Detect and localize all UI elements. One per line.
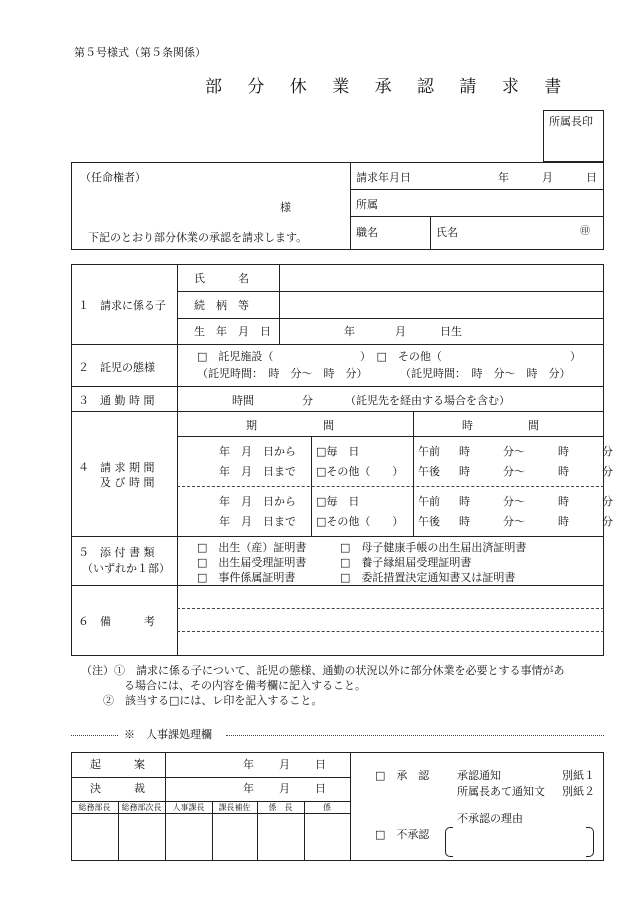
doc-adoption[interactable]: □ 養子縁組届受理証明書 [340,556,472,569]
decision-month: 月 [279,782,290,795]
reason-open-bracket [445,827,453,857]
section6-label: ６ 備 考 [78,615,155,628]
section4-label-2: 及 び 時 間 [100,476,155,489]
seal-box[interactable] [543,110,604,162]
request-year: 年 [498,171,509,184]
request-day: 日 [586,171,597,184]
period-header: 期 間 [246,419,334,432]
period2-pm-range: 時 分〜 時 分 [459,515,613,528]
birth-month: 月 [395,325,406,338]
period1-from: 年 月 日から [219,445,296,458]
page-title: 部 分 休 業 承 認 請 求 書 [205,77,572,97]
period2-pm: 午後 [418,515,440,528]
role-assistant-chief: 課長補佐 [218,803,251,812]
facility-hours: （託児時間： 時 分〜 時 分） [197,367,368,380]
department-label: 所属 [356,198,378,211]
period2-am-range: 時 分〜 時 分 [459,495,613,508]
period2-other-checkbox[interactable]: □その他（ ） [316,515,404,528]
birth-year: 年 [344,325,355,338]
decision-year: 年 [243,782,254,795]
draft-day: 日 [315,758,326,771]
facility-checkbox[interactable]: □ 託児施設（ [197,350,274,363]
decision-day: 日 [315,782,326,795]
child-name-label: 氏 名 [194,272,249,285]
reject-reason-label: 不承認の理由 [457,812,523,825]
reject-checkbox[interactable]: □ 不承認 [375,828,430,841]
name-label: 氏名 [436,226,458,239]
other-checkbox[interactable]: ） □ その他（ [360,350,442,363]
honorific-label: 様 [280,201,291,214]
role-staff: 係 [323,803,331,812]
draft-label: 起 案 [90,758,145,771]
period2-from: 年 月 日から [219,495,296,508]
period1-other-checkbox[interactable]: □その他（ ） [316,465,404,478]
doc-maternal-handbook[interactable]: □ 母子健康手帳の出生届出済証明書 [340,541,527,554]
commute-minutes: 分 [302,394,313,407]
section4-label: ４ 請 求 期 間 [78,461,155,474]
role-personnel-chief: 人事課長 [172,803,205,812]
form-number: 第５号様式（第５条関係） [74,46,206,59]
note-line-1: （注）① 請求に係る子について、託児の態様、通勤の状況以外に部分休業を必要とする事情があ [81,664,565,677]
period1-pm: 午後 [418,465,440,478]
reason-close-bracket [586,827,594,857]
section1-label: １ 請求に係る子 [78,299,166,312]
personnel-heading: ※ 人事課処理欄 [124,728,212,741]
child-birth-label: 生 年 月 日 [194,325,271,338]
role-general-affairs-director: 総務部長 [78,803,111,812]
main-table [71,264,604,656]
period2-am: 午前 [418,495,440,508]
doc-birth-registration[interactable]: □ 出生届受理証明書 [197,556,307,569]
period1-am: 午前 [418,445,440,458]
job-title-label: 職名 [356,226,378,239]
doc-consignment[interactable]: □ 委託措置決定通知書又は証明書 [340,571,516,584]
note-line-3: ② 該当する□には、レ印を記入すること。 [103,694,323,707]
commute-hours: 時間 [232,394,254,407]
approve-checkbox[interactable]: □ 承 認 [375,769,430,782]
child-relation-label: 続 柄 等 [194,299,249,312]
request-date-label: 請求年月日 [356,171,411,184]
period1-daily-checkbox[interactable]: □毎 日 [316,445,360,458]
draft-year: 年 [243,758,254,771]
request-month: 月 [542,171,553,184]
doc-case-pending[interactable]: □ 事件係属証明書 [197,571,296,584]
draft-month: 月 [279,758,290,771]
section2-label: ２ 託児の態様 [78,361,155,374]
doc-birth-cert[interactable]: □ 出生（産）証明書 [197,541,307,554]
approval-notice-ref: 別紙１ [562,769,595,782]
commute-note: （託児先を経由する場合を含む） [345,394,510,407]
period1-to: 年 月 日まで [219,465,296,478]
note-line-2: る場合には、その内容を備考欄に記入すること。 [124,679,366,692]
period1-am-range: 時 分〜 時 分 [459,445,613,458]
request-statement: 下記のとおり部分休業の承認を請求します。 [88,231,308,244]
decision-label: 決 裁 [90,782,145,795]
other-hours: （託児時間： 時 分〜 時 分） [400,367,571,380]
approval-notice-label: 承認通知 [457,769,501,782]
period2-daily-checkbox[interactable]: □毎 日 [316,495,360,508]
section3-label: ３ 通 勤 時 間 [78,394,155,407]
role-section-chief: 係 長 [268,803,293,812]
reject-reason-field[interactable] [456,829,584,855]
birth-day: 日生 [440,325,462,338]
time-header: 時 間 [462,419,539,432]
head-notice-label: 所属長あて通知文 [457,785,545,798]
appointer-label: （任命権者） [80,171,146,184]
head-notice-ref: 別紙２ [562,785,595,798]
seal-mark: ㊞ [580,226,590,237]
period2-to: 年 月 日まで [219,515,296,528]
role-deputy-director: 総務部次長 [121,803,162,812]
period1-pm-range: 時 分〜 時 分 [459,465,613,478]
other-close: ） [570,350,581,363]
seal-label: 所属長印 [549,115,593,128]
section5-label: ５ 添 付 書 類 [78,546,155,559]
section5-label-2: （いずれか１部） [82,562,170,575]
